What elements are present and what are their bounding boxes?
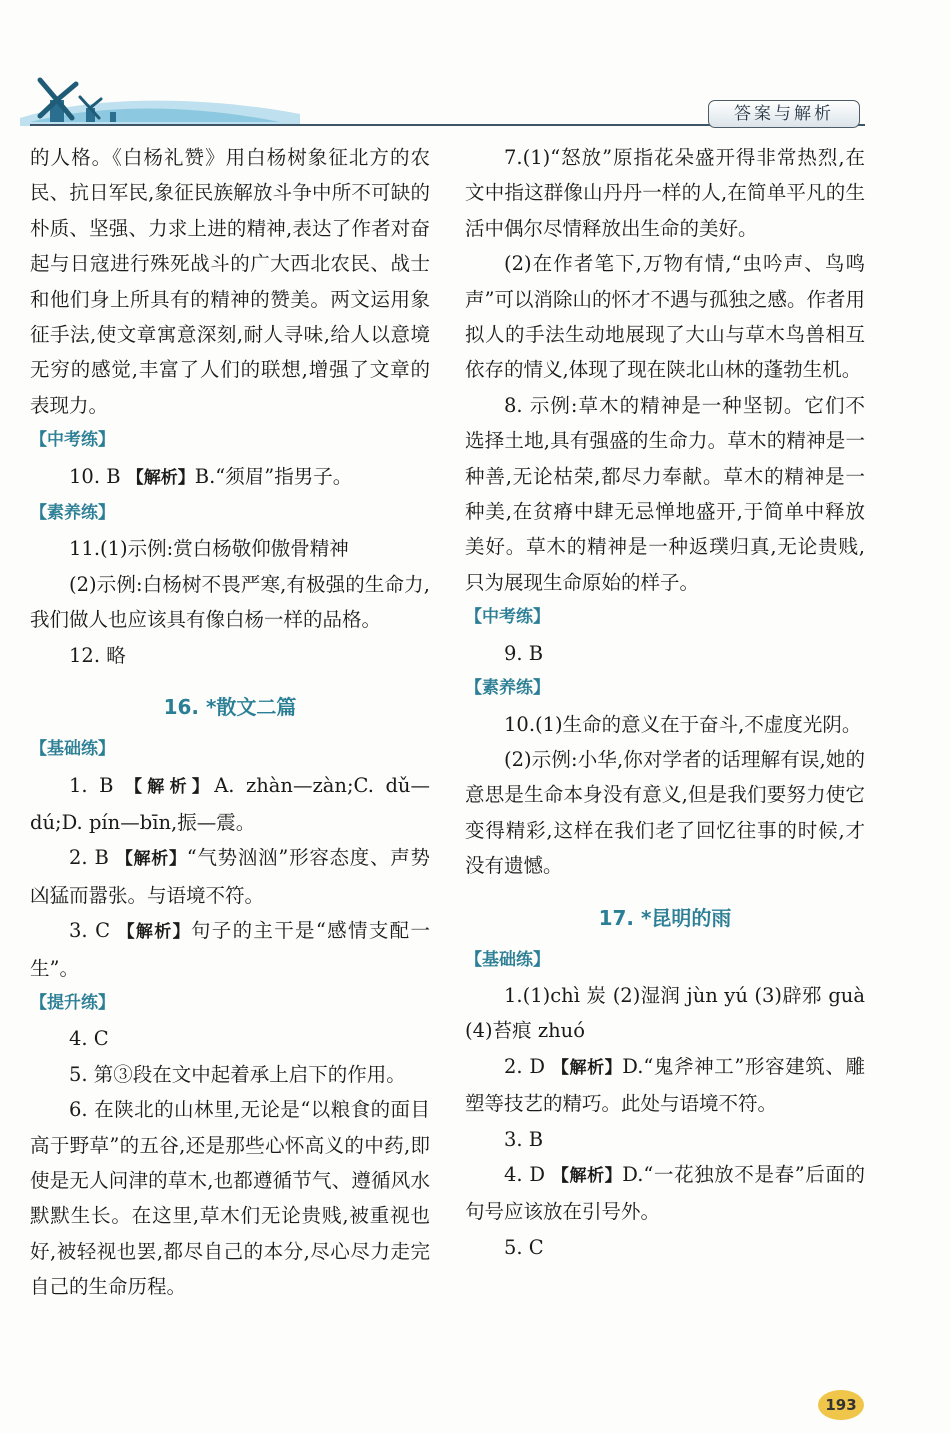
analysis-tag: 【解析】 — [124, 776, 215, 797]
section-heading: 17. *昆明的雨 — [598, 905, 732, 930]
right-column — [465, 140, 865, 1265]
analysis-tag: 【解析】 — [117, 922, 191, 943]
analysis-text: “气势汹汹”形容态度、声势凶猛而嚣张。与语境不符。 — [30, 846, 430, 907]
answer-item — [30, 459, 430, 496]
answer-item — [30, 913, 430, 986]
page-number: 193 — [818, 1390, 864, 1420]
analysis-text: 句子的主干是“感情支配一生”。 — [30, 919, 430, 980]
exercise-label: 【基础练】 — [465, 949, 550, 970]
analysis-text: B.“须眉”指男子。 — [194, 464, 353, 488]
answer-text: 5. C — [504, 1235, 544, 1259]
answer-item — [465, 1049, 865, 1122]
analysis-text: D.“鬼斧神工”形容建筑、雕塑等技艺的精巧。此处与语境不符。 — [465, 1054, 866, 1116]
answer-text: (2)示例:小华,你对学者的话理解有误,她的意思是生命本身没有意义,但是我们要努力使它变得精彩,这样在我们老了回忆往事的时候,才没有遗憾。 — [465, 747, 865, 878]
answer-item — [465, 1157, 865, 1230]
analysis-text: D.“一花独放不是春”后面的句号应该放在引号外。 — [465, 1162, 866, 1224]
answer-key: 4. D — [504, 1162, 552, 1186]
page-header — [0, 0, 950, 130]
left-column — [30, 140, 430, 1305]
analysis-tag: 【解析】 — [551, 1165, 623, 1186]
answer-text: 7.(1)“怒放”原指花朵盛开得非常热烈,在文中指这群像山丹丹一样的人,在简单平凡的生活中偶尔尽情释放出生命的美好。 — [465, 146, 865, 240]
answer-item — [30, 840, 430, 913]
answer-key: 1. B — [69, 773, 125, 797]
answer-text: 9. B — [504, 641, 544, 665]
analysis-tag: 【解析】 — [126, 467, 195, 488]
answer-text: 6. 在陕北的山林里,无论是“以粮食的面目高于野草”的五谷,还是那些心怀高义的中药,即使是无人问津的草木,也都遵循节气、遵循风水默默生长。在这里,草木们无论贵贱,被重视也好,被轻视也罢,都尽自己的本分,尽心尽力走完自己的生命历程。 — [30, 1098, 430, 1299]
answer-text: 5. 第③段在文中起着承上启下的作用。 — [69, 1062, 406, 1086]
analysis-text: A. zhàn—zàn;C. dǔ—dú;D. pín—bīn,振—震。 — [30, 773, 430, 834]
answer-text: 8. 示例:草木的精神是一种坚韧。它们不选择土地,具有强盛的生命力。草木的精神是一种善,无论枯荣,都尽力奉献。草木的精神是一种美,在贫瘠中肆无忌惮地盛开,于简单中释放美好。草木的精神是一种返璞归真,无论贵贱,只为展现生命原始的样子。 — [465, 393, 865, 594]
answer-text: 11.(1)示例:赏白杨敬仰傲骨精神 — [69, 537, 349, 561]
answer-text: 1.(1)chì 炭 (2)湿润 jùn yú (3)辟邪 guà (4)苔痕 zhuó — [465, 983, 865, 1043]
answer-key: 2. B — [69, 846, 116, 870]
answer-key: 10. B — [69, 464, 127, 488]
answer-text: 12. 略 — [69, 643, 126, 667]
exercise-label: 【素养练】 — [465, 678, 550, 699]
section-heading: 16. *散文二篇 — [163, 695, 297, 720]
answer-text: 10.(1)生命的意义在于奋斗,不虚度光阴。 — [504, 712, 862, 736]
analysis-tag: 【解析】 — [551, 1057, 623, 1078]
exercise-label: 【提升练】 — [30, 992, 115, 1013]
exercise-label: 【中考练】 — [465, 607, 550, 628]
answer-key: 2. D — [504, 1054, 552, 1078]
exercise-label: 【中考练】 — [30, 430, 115, 451]
answer-item — [30, 768, 430, 841]
answer-text: (2)示例:白杨树不畏严寒,有极强的生命力,我们做人也应该具有像白杨一样的品格。 — [30, 572, 430, 632]
exercise-label: 【基础练】 — [30, 739, 115, 760]
answer-text: 4. C — [69, 1027, 109, 1051]
answer-text: 3. B — [504, 1127, 544, 1151]
exercise-label: 【素养练】 — [30, 503, 115, 524]
answer-text: 的人格。《白杨礼赞》用白杨树象征北方的农民、抗日军民,象征民族解放斗争中所不可缺的朴质、坚强、力求上进的精神,表达了作者对奋起与日寇进行殊死战斗的广大西北农民、战士和他们身上所具有的精神的赞美。两文运用象征手法,使文章寓意深刻,耐人寻味,给人以意境无穷的感觉,丰富了人们的联想,增强了文章的表现力。 — [30, 146, 430, 417]
answer-text: (2)在作者笔下,万物有情,“虫吟声、鸟鸣声”可以消除山的怀才不遇与孤独之感。作者用拟人的手法生动地展现了大山与草木鸟兽相互依存的情义,体现了现在陕北山林的蓬勃生机。 — [465, 252, 865, 382]
section-tag: 答案与解析 — [708, 100, 860, 128]
answer-key: 3. C — [69, 919, 118, 943]
analysis-tag: 【解析】 — [115, 849, 187, 870]
